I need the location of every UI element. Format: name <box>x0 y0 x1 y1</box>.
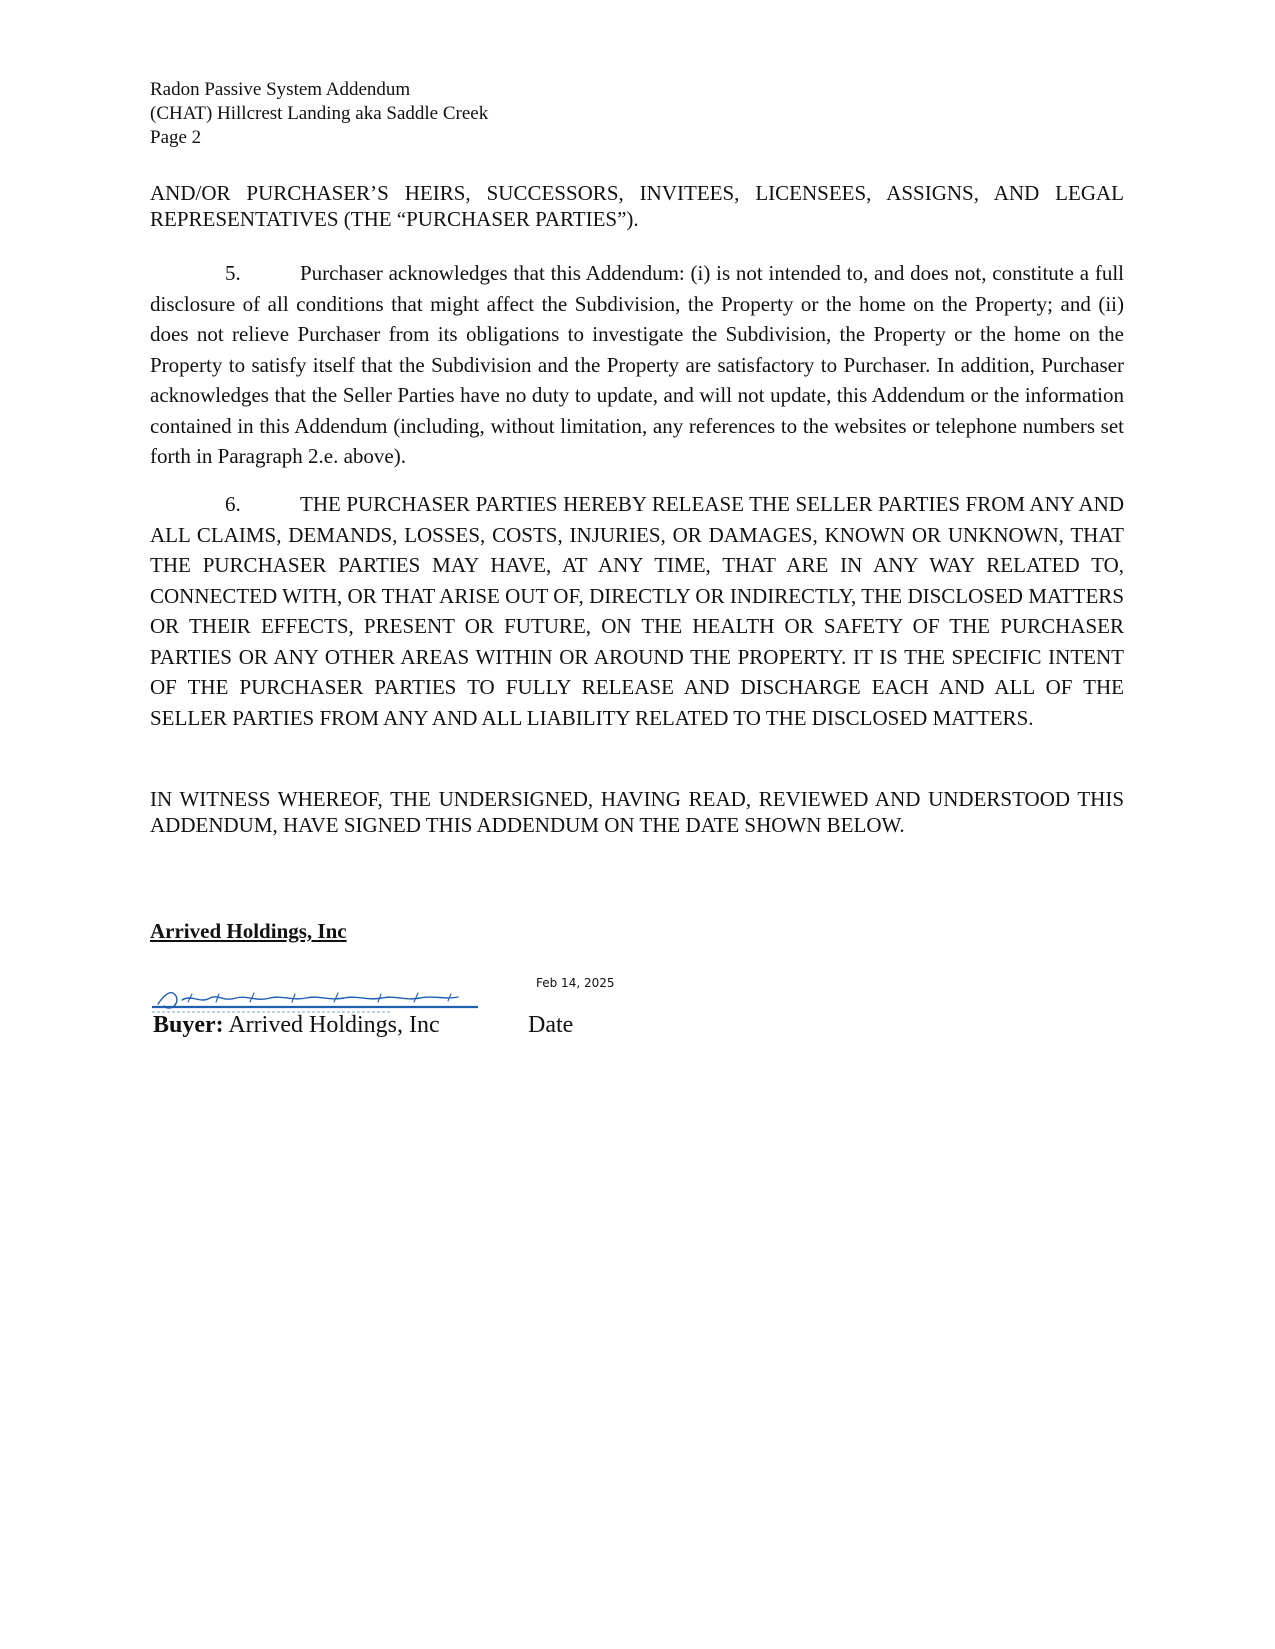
paragraph-5 <box>150 258 1124 472</box>
header-subtitle: (CHAT) Hillcrest Landing aka Saddle Creek <box>150 103 489 124</box>
page-header <box>150 78 488 150</box>
witness-paragraph: IN WITNESS WHEREOF, THE UNDERSIGNED, HAVING READ, REVIEWED AND UNDERSTOOD THIS ADDENDUM, HAVE SIGNED THIS ADDENDUM ON THE DATE SHOWN BELOW. <box>150 787 1124 837</box>
date-label: Date <box>528 1012 574 1038</box>
paragraph-6 <box>150 489 1124 733</box>
paragraph-6-number: 6. <box>225 492 241 516</box>
party-heading: Arrived Holdings, Inc <box>150 919 347 943</box>
buyer-line <box>153 1012 440 1039</box>
signed-date: Feb 14, 2025 <box>536 976 615 990</box>
paragraph-6-text: THE PURCHASER PARTIES HEREBY RELEASE THE SELLER PARTIES FROM ANY AND ALL CLAIMS, DEMANDS, LOSSES, COSTS, INJURIES, OR DAMAGES, KNOWN OR UNKNOWN, THAT THE PURCHASER PARTIES MAY HAVE, AT ANY TIME, THAT ARE IN ANY WAY RELATED TO, CONNECTED WITH, OR THAT ARISE OUT OF, DIRECTLY OR INDIRECTLY, THE DISCLOSED MATTERS OR THEIR EFFECTS, PRESENT OR FUTURE, ON THE HEALTH OR SAFETY OF THE PURCHASER PARTIES OR ANY OTHER AREAS WITHIN OR AROUND THE PROPERTY. IT IS THE SPECIFIC INTENT OF THE PURCHASER PARTIES TO FULLY RELEASE AND DISCHARGE EACH AND ALL OF THE SELLER PARTIES FROM ANY AND ALL LIABILITY RELATED TO THE DISCLOSED MATTERS. <box>150 492 1124 730</box>
header-page-number: Page 2 <box>150 127 202 148</box>
continuation-paragraph: AND/OR PURCHASER’S HEIRS, SUCCESSORS, INVITEES, LICENSEES, ASSIGNS, AND LEGAL REPRESENTATIVES (THE “PURCHASER PARTIES”). <box>150 181 1124 231</box>
buyer-label: Buyer: <box>153 1012 224 1038</box>
paragraph-5-text: Purchaser acknowledges that this Addendum: (i) is not intended to, and does not, constitute a full disclosure of all conditions that might affect the Subdivision, the Property or the home on the Property; and (ii) does not relieve Purchaser from its obligations to investigate the Subdivision, the Property or the home on the Property to satisfy itself that the Subdivision and the Property are satisfactory to Purchaser. In addition, Purchaser acknowledges that the Seller Parties have no duty to update, and will not update, this Addendum or the information contained in this Addendum (including, without limitation, any references to the websites or telephone numbers set forth in Paragraph 2.e. above). <box>150 261 1124 468</box>
header-title: Radon Passive System Addendum <box>150 79 411 100</box>
paragraph-5-number: 5. <box>225 261 241 285</box>
buyer-name: Arrived Holdings, Inc <box>228 1012 440 1038</box>
